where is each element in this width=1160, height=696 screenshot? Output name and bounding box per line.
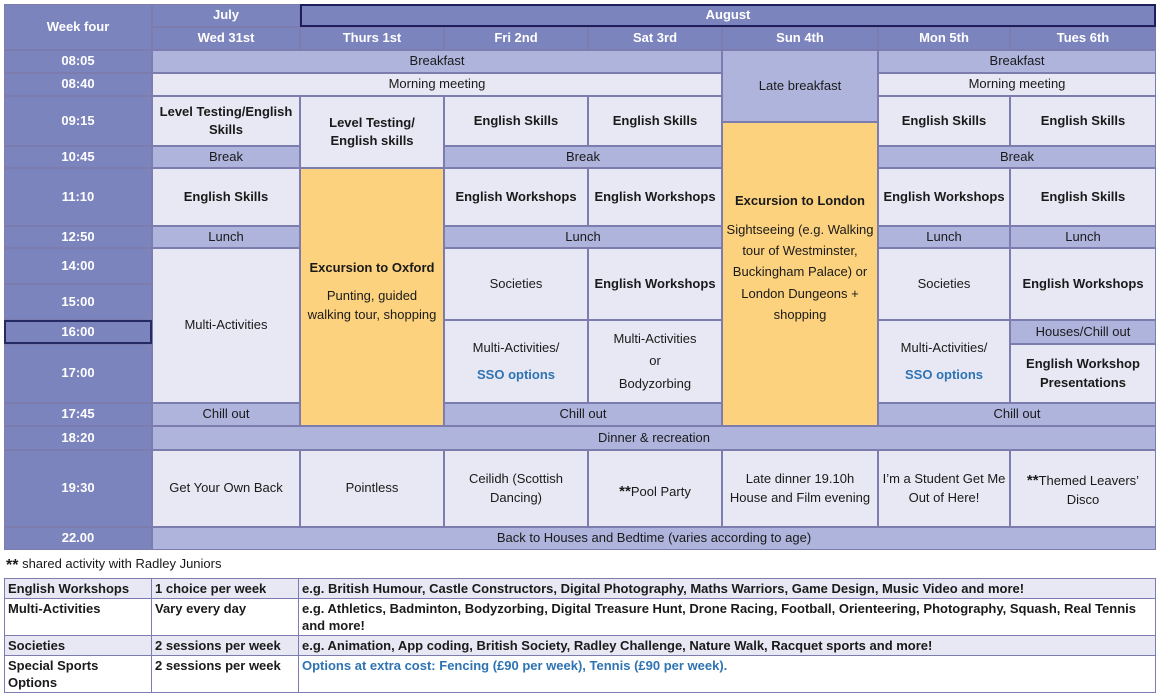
key-row — [5, 636, 1156, 656]
sat-bodyzorbing: Bodyzorbing — [618, 375, 692, 391]
time-2200: 22.00 — [4, 527, 152, 550]
tue-evening-label: Themed Leavers’ Disco — [1038, 473, 1140, 507]
sat-english-skills-am: English Skills — [588, 96, 722, 146]
fri-sat-chill-out: Chill out — [444, 403, 722, 426]
thu-excursion-oxford — [300, 168, 444, 426]
key-row — [5, 656, 1156, 693]
mon-english-workshops: English Workshops — [878, 168, 1010, 226]
late-breakfast-sun: Late breakfast — [722, 50, 878, 122]
mon-tue-chill-out: Chill out — [878, 403, 1156, 426]
fri-multi-activities — [444, 320, 588, 403]
key-detail: e.g. British Humour, Castle Constructors, Digital Photography, Maths Warriors, Game Design, Music Video and more! — [299, 579, 1156, 599]
key-name: English Workshops — [5, 579, 152, 599]
sun-excursion-london — [722, 122, 878, 426]
day-header-tue: Tues 6th — [1010, 27, 1156, 50]
day-header-mon: Mon 5th — [878, 27, 1010, 50]
sat-evening — [588, 450, 722, 527]
time-1110: 11:10 — [4, 168, 152, 226]
morning-meeting-wed-sat: Morning meeting — [152, 73, 722, 96]
fri-evening: Ceilidh (Scottish Dancing) — [444, 450, 588, 527]
day-header-fri: Fri 2nd — [444, 27, 588, 50]
month-july: July — [152, 4, 300, 27]
time-1745: 17:45 — [4, 403, 152, 426]
sat-english-workshops: English Workshops — [588, 168, 722, 226]
wed-chill-out: Chill out — [152, 403, 300, 426]
wed-break: Break — [152, 146, 300, 168]
fri-sat-break: Break — [444, 146, 722, 168]
key-detail: e.g. Animation, App coding, British Society, Radley Challenge, Nature Walk, Racquet sports and more! — [299, 636, 1156, 656]
sat-english-workshops-pm: English Workshops — [588, 248, 722, 320]
bedtime: Back to Houses and Bedtime (varies according to age) — [152, 527, 1156, 550]
mon-societies: Societies — [878, 248, 1010, 320]
fri-multi-label: Multi-Activities/ — [472, 340, 560, 356]
time-1500: 15:00 — [4, 284, 152, 320]
wed-multi-activities: Multi-Activities — [152, 248, 300, 403]
key-row — [5, 599, 1156, 636]
thu-excursion-title: Excursion to Oxford — [309, 260, 435, 276]
thu-excursion-detail: Punting, guided walking tour, shopping — [307, 287, 437, 323]
mon-multi-label: Multi-Activities/ — [900, 340, 988, 356]
week-label: Week four — [4, 4, 152, 50]
time-1045: 10:45 — [4, 146, 152, 168]
fri-english-skills-am: English Skills — [444, 96, 588, 146]
fri-english-workshops: English Workshops — [444, 168, 588, 226]
mon-english-skills-am: English Skills — [878, 96, 1010, 146]
mon-multi-activities — [878, 320, 1010, 403]
day-header-thu: Thurs 1st — [300, 27, 444, 50]
tue-evening-stars: ** — [1026, 472, 1039, 489]
key-frequency: Vary every day — [152, 599, 299, 636]
time-1700: 17:00 — [4, 344, 152, 403]
time-1250: 12:50 — [4, 226, 152, 248]
wed-english-skills: English Skills — [152, 168, 300, 226]
sat-evening-stars: ** — [619, 483, 631, 500]
key-row — [5, 579, 1156, 599]
key-detail: e.g. Athletics, Badminton, Bodyzorbing, Digital Treasure Hunt, Drone Racing, Football, Orienteering, Photography, Squash, Real Tennis and more! — [299, 599, 1156, 636]
fri-societies: Societies — [444, 248, 588, 320]
tue-lunch: Lunch — [1010, 226, 1156, 248]
morning-meeting-mon-tue: Morning meeting — [878, 73, 1156, 96]
wed-lunch: Lunch — [152, 226, 300, 248]
dinner-recreation: Dinner & recreation — [152, 426, 1156, 450]
wed-level-testing: Level Testing/English Skills — [152, 96, 300, 146]
mon-sso-options: SSO options — [905, 366, 983, 382]
tue-english-workshops-pm: English Workshops — [1010, 248, 1156, 320]
breakfast-wed-sat: Breakfast — [152, 50, 722, 73]
key-frequency: 2 sessions per week — [152, 656, 299, 693]
time-1400: 14:00 — [4, 248, 152, 284]
wed-evening: Get Your Own Back — [152, 450, 300, 527]
sun-evening: Late dinner 19.10h House and Film evening — [722, 450, 878, 527]
time-1820: 18:20 — [4, 426, 152, 450]
mon-lunch: Lunch — [878, 226, 1010, 248]
tue-houses-chill-out: Houses/Chill out — [1010, 320, 1156, 344]
sun-excursion-detail: Sightseeing (e.g. Walking tour of Westminster, Buckingham Palace) or London Dungeons + shopping — [726, 221, 874, 323]
day-header-sat: Sat 3rd — [588, 27, 722, 50]
day-header-sun: Sun 4th — [722, 27, 878, 50]
key-name: Societies — [5, 636, 152, 656]
sat-multi-activities — [588, 320, 722, 403]
fri-sat-lunch: Lunch — [444, 226, 722, 248]
day-header-wed: Wed 31st — [152, 27, 300, 50]
breakfast-mon-tue: Breakfast — [878, 50, 1156, 73]
tue-workshop-presentations: English Workshop Presentations — [1010, 344, 1156, 403]
mon-evening: I’m a Student Get Me Out of Here! — [878, 450, 1010, 527]
tue-english-skills: English Skills — [1010, 168, 1156, 226]
note-stars: ** — [6, 557, 19, 574]
time-0915: 09:15 — [4, 96, 152, 146]
key-detail: Options at extra cost: Fencing (£90 per week), Tennis (£90 per week). — [299, 656, 1156, 693]
fri-sso-options: SSO options — [477, 366, 555, 382]
key-name: Multi-Activities — [5, 599, 152, 636]
time-1930: 19:30 — [4, 450, 152, 527]
key-frequency: 2 sessions per week — [152, 636, 299, 656]
key-frequency: 1 choice per week — [152, 579, 299, 599]
tue-evening — [1010, 450, 1156, 527]
time-0805: 08:05 — [4, 50, 152, 73]
tue-english-skills-am: English Skills — [1010, 96, 1156, 146]
time-0840: 08:40 — [4, 73, 152, 96]
sat-multi-or: or — [649, 353, 661, 369]
note-text: shared activity with Radley Juniors — [18, 556, 222, 571]
weekly-schedule-table — [4, 4, 1156, 550]
sun-excursion-title: Excursion to London — [735, 193, 865, 209]
sat-multi-label: Multi-Activities — [613, 331, 697, 347]
sat-evening-label: Pool Party — [630, 484, 691, 499]
activity-key-table — [4, 578, 1156, 693]
mon-tue-break: Break — [878, 146, 1156, 168]
thu-evening: Pointless — [300, 450, 444, 527]
time-1600: 16:00 — [4, 320, 152, 344]
key-name: Special Sports Options — [5, 656, 152, 693]
thu-level-testing: Level Testing/ English skills — [300, 96, 444, 168]
month-august: August — [300, 4, 1156, 27]
shared-activity-note — [6, 556, 221, 575]
